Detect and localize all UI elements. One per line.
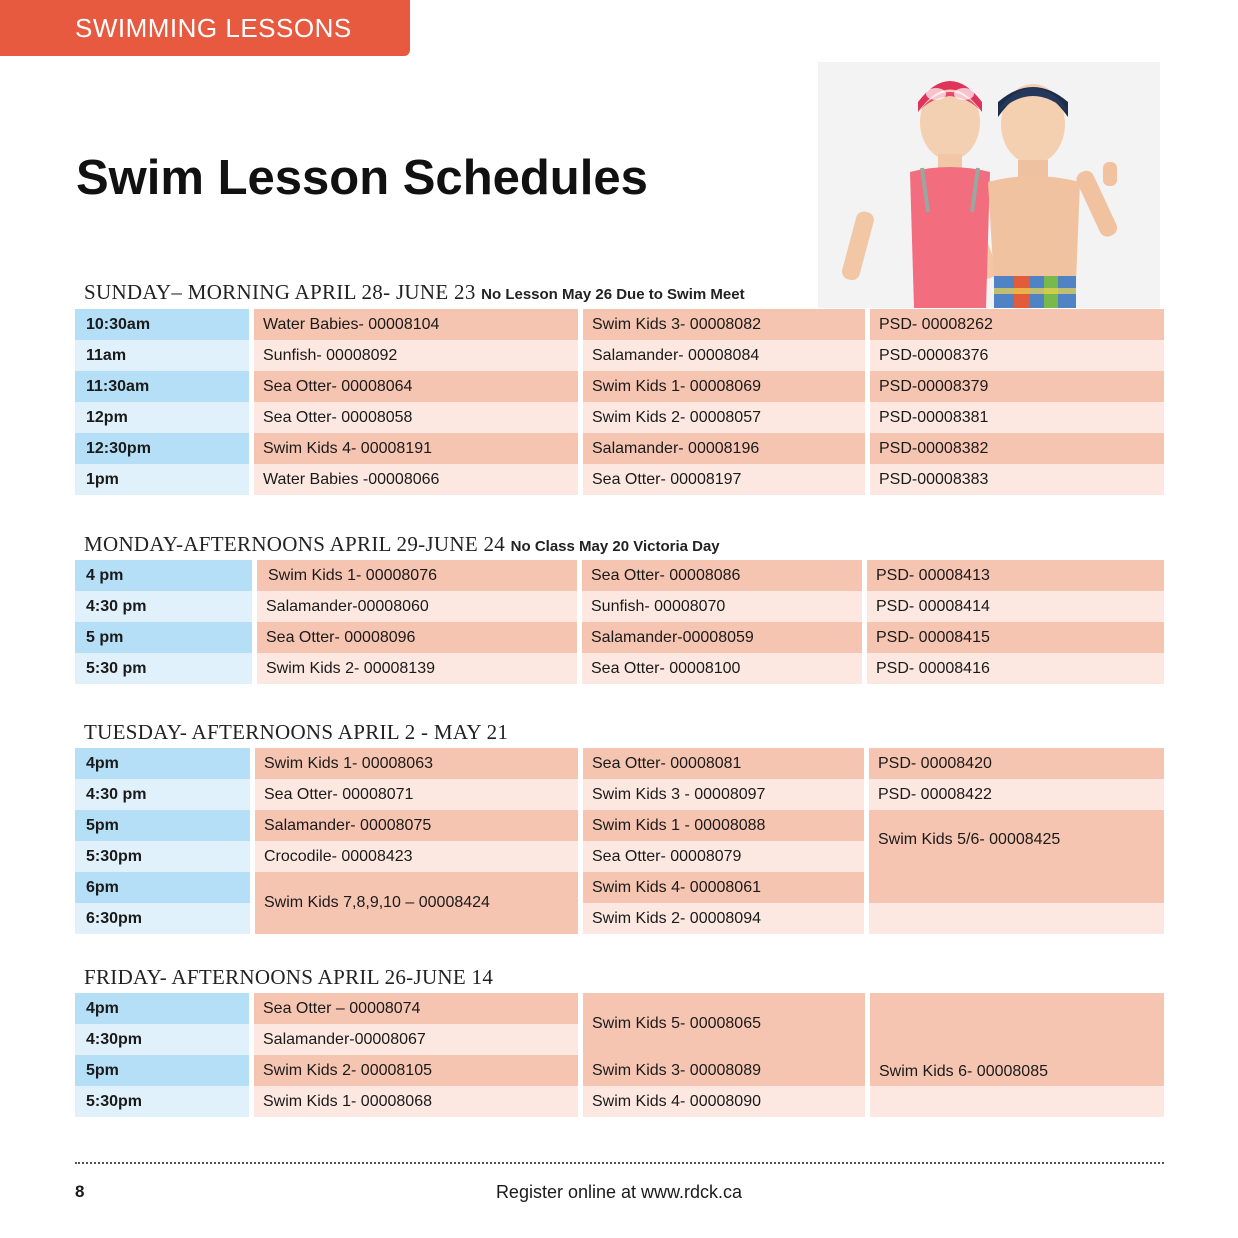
table-cell: Swim Kids 5- 00008065 bbox=[583, 993, 865, 1055]
table-cell: Sea Otter- 00008096 bbox=[257, 622, 577, 653]
table-cell: 5:30 pm bbox=[75, 653, 252, 684]
sunday-heading: SUNDAY– MORNING APRIL 28- JUNE 23 No Lesson May 26 Due to Swim Meet bbox=[84, 280, 745, 304]
table-cell: Swim Kids 1- 00008068 bbox=[254, 1086, 578, 1117]
table-cell: Salamander- 00008196 bbox=[583, 433, 865, 464]
table-cell-empty bbox=[869, 903, 1164, 934]
table-cell: 4:30pm bbox=[75, 1024, 249, 1055]
table-cell: 6:30pm bbox=[75, 903, 250, 934]
table-cell: Swim Kids 4- 00008090 bbox=[583, 1086, 865, 1117]
table-cell: Sunfish- 00008092 bbox=[254, 340, 578, 371]
table-cell: Sea Otter- 00008197 bbox=[583, 464, 865, 495]
table-cell: Swim Kids 7,8,9,10 – 00008424 bbox=[255, 872, 578, 934]
table-cell: 5pm bbox=[75, 1055, 249, 1086]
table-cell: Swim Kids 2- 00008139 bbox=[257, 653, 577, 684]
table-cell: 4:30 pm bbox=[75, 591, 252, 622]
table-cell: Salamander-00008059 bbox=[582, 622, 862, 653]
table-cell: PSD-00008382 bbox=[870, 433, 1164, 464]
table-cell: Swim Kids 1- 00008063 bbox=[255, 748, 578, 779]
table-cell: PSD- 00008422 bbox=[869, 779, 1164, 810]
table-cell: Sea Otter – 00008074 bbox=[254, 993, 578, 1024]
table-cell: Crocodile- 00008423 bbox=[255, 841, 578, 872]
table-cell: 1pm bbox=[75, 464, 249, 495]
table-cell: Swim Kids 4- 00008191 bbox=[254, 433, 578, 464]
table-cell: Sea Otter- 00008071 bbox=[255, 779, 578, 810]
table-cell: Water Babies- 00008104 bbox=[254, 309, 578, 340]
table-cell: PSD- 00008413 bbox=[867, 560, 1164, 591]
table-cell: PSD-00008379 bbox=[870, 371, 1164, 402]
section-tab: SWIMMING LESSONS bbox=[0, 0, 410, 56]
tuesday-heading: TUESDAY- AFTERNOONS APRIL 2 - MAY 21 bbox=[84, 720, 509, 744]
photo-children-swimmers bbox=[818, 62, 1160, 308]
table-cell: PSD- 00008414 bbox=[867, 591, 1164, 622]
table-cell: PSD-00008381 bbox=[870, 402, 1164, 433]
table-cell: Sunfish- 00008070 bbox=[582, 591, 862, 622]
table-cell: 5:30pm bbox=[75, 841, 250, 872]
table-cell: 11:30am bbox=[75, 371, 249, 402]
table-cell: 10:30am bbox=[75, 309, 249, 340]
register-link[interactable]: Register online at www.rdck.ca bbox=[495, 1182, 743, 1202]
table-cell: PSD-00008376 bbox=[870, 340, 1164, 371]
table-cell: Sea Otter- 00008086 bbox=[582, 560, 862, 591]
table-cell: 12pm bbox=[75, 402, 249, 433]
table-cell: 11am bbox=[75, 340, 249, 371]
table-cell: 4:30 pm bbox=[75, 779, 250, 810]
table-cell: PSD- 00008416 bbox=[867, 653, 1164, 684]
table-cell: 6pm bbox=[75, 872, 250, 903]
table-cell: Sea Otter- 00008079 bbox=[583, 841, 864, 872]
table-cell: 5:30pm bbox=[75, 1086, 249, 1117]
table-cell: Salamander- 00008084 bbox=[583, 340, 865, 371]
table-cell: Swim Kids 1- 00008076 bbox=[257, 560, 577, 591]
table-cell: 12:30pm bbox=[75, 433, 249, 464]
table-cell: Swim Kids 4- 00008061 bbox=[583, 872, 864, 903]
table-cell: 5 pm bbox=[75, 622, 252, 653]
table-cell: Swim Kids 2- 00008094 bbox=[583, 903, 864, 934]
table-cell: PSD- 00008420 bbox=[869, 748, 1164, 779]
table-cell: Swim Kids 1 - 00008088 bbox=[583, 810, 864, 841]
table-cell: Swim Kids 3- 00008082 bbox=[583, 309, 865, 340]
table-cell: PSD- 00008415 bbox=[867, 622, 1164, 653]
table-cell: Sea Otter- 00008058 bbox=[254, 402, 578, 433]
table-cell: Sea Otter- 00008081 bbox=[583, 748, 864, 779]
table-cell: Water Babies -00008066 bbox=[254, 464, 578, 495]
footer-divider bbox=[75, 1162, 1164, 1164]
table-cell: Swim Kids 3- 00008089 bbox=[583, 1055, 865, 1086]
table-cell: Swim Kids 6- 00008085 bbox=[870, 993, 1164, 1086]
table-cell: Salamander-00008067 bbox=[254, 1024, 578, 1055]
table-cell: Sea Otter- 00008100 bbox=[582, 653, 862, 684]
table-cell: Salamander- 00008075 bbox=[255, 810, 578, 841]
table-cell: PSD-00008383 bbox=[870, 464, 1164, 495]
table-cell: PSD- 00008262 bbox=[870, 309, 1164, 340]
table-cell-empty bbox=[870, 1086, 1164, 1117]
friday-heading: FRIDAY- AFTERNOONS APRIL 26-JUNE 14 bbox=[84, 965, 494, 989]
table-cell: Swim Kids 1- 00008069 bbox=[583, 371, 865, 402]
table-cell: Swim Kids 3 - 00008097 bbox=[583, 779, 864, 810]
table-cell: 4pm bbox=[75, 748, 250, 779]
page-number: 8 bbox=[75, 1182, 85, 1201]
table-cell: Swim Kids 5/6- 00008425 bbox=[869, 810, 1164, 903]
table-cell: Sea Otter- 00008064 bbox=[254, 371, 578, 402]
table-cell: 4pm bbox=[75, 993, 249, 1024]
monday-heading: MONDAY-AFTERNOONS APRIL 29-JUNE 24 No Class May 20 Victoria Day bbox=[84, 532, 720, 556]
table-cell: Salamander-00008060 bbox=[257, 591, 577, 622]
page-title: Swim Lesson Schedules bbox=[76, 151, 648, 205]
table-cell: Swim Kids 2- 00008105 bbox=[254, 1055, 578, 1086]
table-cell: Swim Kids 2- 00008057 bbox=[583, 402, 865, 433]
table-cell: 4 pm bbox=[75, 560, 252, 591]
table-cell: 5pm bbox=[75, 810, 250, 841]
